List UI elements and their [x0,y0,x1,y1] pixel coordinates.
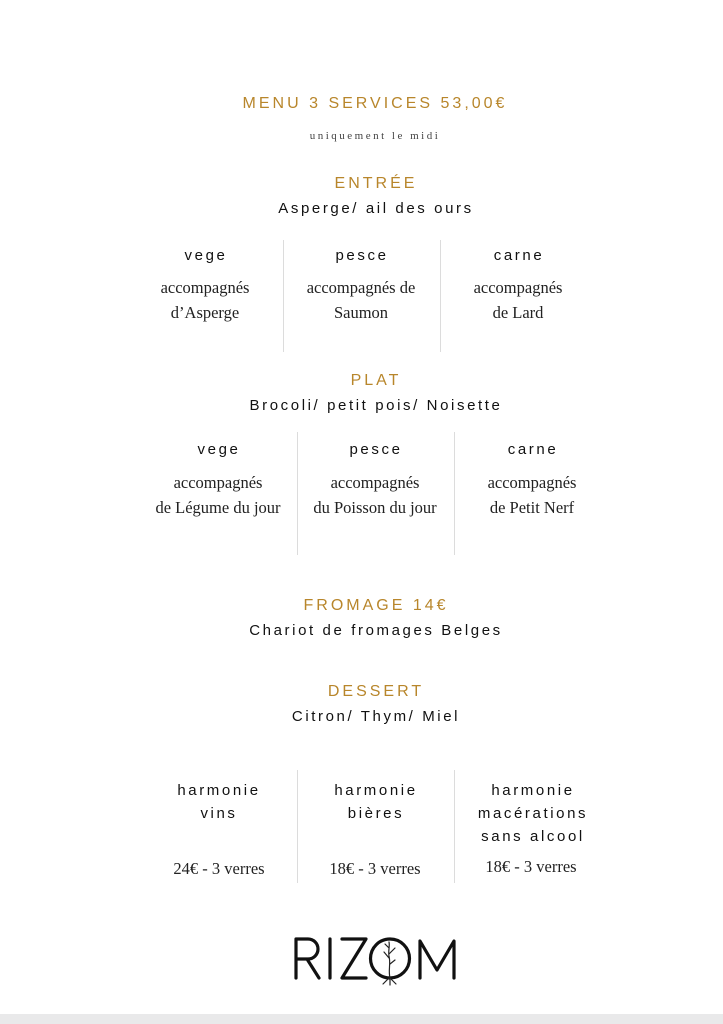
entree-option-label: carne [493,247,545,264]
entree-option-label: vege [184,247,228,264]
menu-subtitle: uniquement le midi [309,130,441,142]
plat-option-label: pesce [349,441,403,458]
plat-option-label: carne [507,441,559,458]
plat-option-label: vege [197,441,241,458]
plat-option-desc: accompagnés du Poisson du jour [313,473,437,517]
rizom-logo [292,934,458,986]
entree-option-desc: accompagnés de Lard [473,278,563,322]
divider [297,770,298,883]
fromage-heading: FROMAGE 14€ [303,597,449,614]
divider [454,770,455,883]
divider [283,240,284,352]
divider [454,432,455,555]
dessert-heading: DESSERT [327,683,425,700]
harmonie-vins: harmonie vins [177,782,261,822]
plat-option-desc: accompagnés de Légume du jour [155,473,281,517]
entree-dish: Asperge/ ail des ours [278,200,474,217]
menu-title: MENU 3 SERVICES 53,00€ [242,95,508,112]
dessert-dish: Citron/ Thym/ Miel [291,708,461,725]
divider [297,432,298,555]
harmonie-price: 18€ - 3 verres [329,859,421,878]
plat-dish: Brocoli/ petit pois/ Noisette [249,397,503,414]
harmonie-bieres: harmonie bières [334,782,418,822]
harmonie-price: 18€ - 3 verres [485,857,577,876]
divider [440,240,441,352]
plat-heading: PLAT [350,372,402,389]
harmonie-price: 24€ - 3 verres [173,859,265,878]
entree-heading: ENTRÉE [334,175,418,192]
entree-option-label: pesce [335,247,389,264]
harmonie-macerations: harmonie macérations sans alcool [477,782,589,845]
entree-option-desc: accompagnés d’Asperge [160,278,250,322]
plat-option-desc: accompagnés de Petit Nerf [487,473,577,517]
fromage-dish: Chariot de fromages Belges [249,622,503,639]
entree-option-desc: accompagnés de Saumon [306,278,416,322]
